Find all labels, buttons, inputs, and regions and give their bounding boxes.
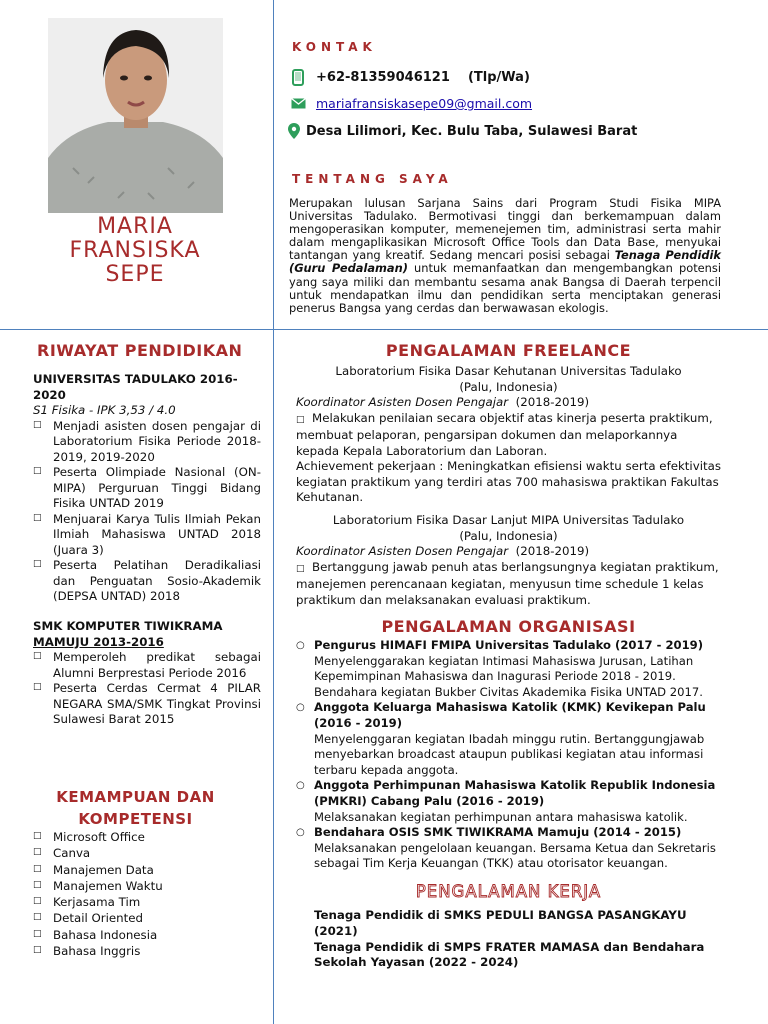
- circle-bullet-icon: ○: [296, 827, 305, 839]
- bullet-icon: □: [33, 512, 42, 523]
- list-item: Tenaga Pendidik di SMPS FRATER MAMASA dan Bendahara Sekolah Yayasan (2022 - 2024): [314, 939, 705, 970]
- bullet-icon: □: [33, 912, 42, 923]
- freelance-job-2: Laboratorium Fisika Dasar Lanjut MIPA Universitas Tadulako (Palu, Indonesia) Koordinator Asisten Dosen Pengajar (2018-2019) □ Bertanggung jawab penuh atas berlangsungnya kegiatan praktikum, manejemen perencanaan kegiatan, menyusun time schedule 1 kelas praktikum dan melaksanakan evaluasi praktikum.: [296, 513, 721, 608]
- job-place: Laboratorium Fisika Dasar Lanjut MIPA Universitas Tadulako: [332, 513, 685, 527]
- work-title: PENGALAMAN KERJA: [415, 882, 602, 901]
- education-title: RIWAYAT PENDIDIKAN: [37, 341, 243, 360]
- vertical-divider: [273, 0, 274, 1024]
- smk-period: MAMUJU 2013-2016: [33, 634, 164, 649]
- list-item: □ Kerjasama Tim: [33, 895, 141, 910]
- circle-bullet-icon: ○: [296, 780, 305, 792]
- list-item: □ Menjadi asisten dosen pengajar di Laboratorium Fisika Periode 2018-2019, 2019-2020: [33, 418, 261, 464]
- bullet-icon: □: [33, 928, 42, 939]
- list-item: □ Menjuarai Karya Tulis Ilmiah Pekan Ilmiah Mahasiswa UNTAD 2018 (Juara 3): [33, 511, 261, 557]
- smk-name: SMK KOMPUTER TIWIKRAMA: [33, 619, 223, 633]
- university-name: UNIVERSITAS TADULAKO 2016-2020: [33, 372, 238, 402]
- work-list: [314, 908, 714, 971]
- list-item: □ Manajemen Data: [33, 862, 154, 877]
- about-text: Merupakan lulusan Sarjana Sains dari Program Studi Fisika MIPA Universitas Tadulako. Bermotivasi tinggi dan berkemampuan dalam mengoperasikan komputer, memenejemen tim, administrasi serta mahir dalam mengaplikasikan Microsoft Office Tools dan Data Base, menyukai tantangan yang kreatif. Sedang mencari posisi sebagai Tenaga Pendidik (Guru Pedalaman) untuk memanfaatkan dan mengembangkan potensi yang saya miliki dan membantu sesama anak Bangsa di Daerah terpencil untuk mendapatkan ilmu dan pendidikan serta menciptakan generasi penerus Bangsa yang cerdas dan berwawasan ekologis.: [289, 196, 722, 315]
- list-item: ○ Bendahara OSIS SMK TIWIKRAMA Mamuju (2014 - 2015) Melaksanakan pengelolaan keuangan. Bersama Ketua dan Sekretaris sebagai Tim Kerja Keuangan (TKK) atau otorisator keuangan.: [296, 825, 716, 871]
- list-item: □ Memperoleh predikat sebagai Alumni Berprestasi Periode 2016: [33, 650, 261, 680]
- skills-list: [33, 829, 253, 959]
- phone-icon: [290, 69, 306, 86]
- location-pin-icon: [286, 123, 302, 139]
- list-item: □ Peserta Pelatihan Deradikaliasi dan Penguatan Sosio-Akademik (DEPSA UNTAD) 2018: [33, 558, 261, 603]
- contact-email: [290, 96, 532, 111]
- bullet-icon: □: [33, 651, 42, 661]
- bullet-icon: □: [33, 879, 42, 890]
- name-line-first: MARIA: [97, 214, 173, 239]
- skills-title: KEMAMPUAN DAN KOMPETENSI: [56, 788, 215, 828]
- contact-address: [286, 123, 637, 139]
- name-line-last: SEPE: [105, 262, 165, 287]
- mail-icon: [290, 98, 306, 109]
- job-period: (2018-2019): [515, 544, 590, 558]
- job-location: (Palu, Indonesia): [459, 379, 558, 394]
- bullet-icon: □: [296, 563, 305, 574]
- freelance-job-1: Laboratorium Fisika Dasar Kehutanan Universitas Tadulako (Palu, Indonesia) Koordinator Asisten Dosen Pengajar (2018-2019) □ Melakukan penilaian secara objektif atas kinerja peserta praktikum, membuat pelaporan, pengarsipan dokumen dan melaporkannya kepada Kepala Laboratorium dan Laboran. Achievement pekerjaan : Meningkatkan efisiensi waktu serta efektivitas kegiatan praktikum yang terdiri atas 700 mahasiswa praktikan Fakultas Kehutanan.: [296, 364, 721, 504]
- organization-title: PENGALAMAN ORGANISASI: [381, 617, 636, 636]
- about-title: TENTANG SAYA: [292, 172, 453, 186]
- bullet-icon: □: [33, 682, 42, 692]
- bullet-icon: □: [33, 831, 42, 841]
- circle-bullet-icon: ○: [296, 702, 305, 714]
- bullet-icon: □: [33, 896, 42, 907]
- bullet-icon: □: [33, 419, 42, 430]
- job-achievement: Achievement pekerjaan : Meningkatkan efisiensi waktu serta efektivitas kegiatan praktikum yang terdiri atas 700 mahasiswa praktikan Fakultas Kehutanan.: [296, 459, 721, 504]
- profile-name: [30, 215, 240, 287]
- list-item: □ Bahasa Indonesia: [33, 927, 158, 942]
- contact-title: KONTAK: [292, 40, 377, 54]
- university-degree: S1 Fisika - IPK 3,53 / 4.0: [33, 403, 176, 417]
- profile-photo: [48, 18, 223, 213]
- list-item: □ Microsoft Office: [33, 830, 145, 844]
- list-item: □ Peserta Cerdas Cermat 4 PILAR NEGARA SMA/SMK Tingkat Provinsi Sulawesi Barat 2015: [33, 681, 261, 726]
- list-item: ○ Anggota Keluarga Mahasiswa Katolik (KMK) Kevikepan Palu (2016 - 2019) Menyelenggaran kegiatan Ibadah minggu rutin. Bertanggungjawab menyebarkan broadcast ataupun publikasi kegiatan atau informasi terbaru kepada anggota.: [296, 700, 706, 777]
- horizontal-divider: [0, 329, 768, 330]
- education-smk: [33, 619, 261, 728]
- job-role: Koordinator Asisten Dosen Pengajar: [296, 395, 509, 409]
- job-period: (2018-2019): [515, 395, 590, 409]
- list-item: □ Detail Oriented: [33, 911, 144, 926]
- about-highlight: Tenaga Pendidik (Guru Pedalaman): [289, 248, 722, 276]
- contact-phone: [290, 69, 530, 86]
- bullet-icon: □: [296, 414, 305, 425]
- address-text: Desa Lilimori, Kec. Bulu Taba, Sulawesi Barat: [306, 123, 638, 139]
- list-item: □ Bahasa Inggris: [33, 944, 141, 959]
- job-role: Koordinator Asisten Dosen Pengajar: [296, 544, 509, 558]
- list-item: □ Peserta Olimpiade Nasional (ON-MIPA) Perguruan Tinggi Bidang Fisika UNTAD 2019: [33, 465, 261, 510]
- bullet-icon: □: [33, 863, 42, 874]
- email-link[interactable]: mariafransiskasepe09@gmail.com: [316, 96, 533, 111]
- list-item: ○ Anggota Perhimpunan Mahasiswa Katolik Republik Indonesia (PMKRI) Cabang Palu (2016 - 2019) Melaksanakan kegiatan perhimpunan antara mahasiswa katolik.: [296, 778, 716, 824]
- circle-bullet-icon: ○: [296, 640, 305, 651]
- list-item: □ Manajemen Waktu: [33, 878, 163, 893]
- list-item: Tenaga Pendidik di SMKS PEDULI BANGSA PASANGKAYU (2021): [314, 908, 687, 938]
- education-university: [33, 372, 261, 605]
- bullet-icon: □: [33, 466, 42, 476]
- job-place: Laboratorium Fisika Dasar Kehutanan Universitas Tadulako: [335, 364, 682, 378]
- name-line-middle: FRANSISKA: [69, 238, 201, 263]
- phone-number: +62-81359046121 (Tlp/Wa): [316, 70, 530, 85]
- organization-list: [296, 638, 721, 872]
- bullet-icon: □: [33, 847, 42, 858]
- bullet-icon: □: [33, 945, 42, 956]
- bullet-icon: □: [33, 559, 42, 569]
- list-item: □ Canva: [33, 846, 91, 861]
- job-location: (Palu, Indonesia): [459, 528, 558, 543]
- list-item: ○ Pengurus HIMAFI FMIPA Universitas Tadulako (2017 - 2019) Menyelenggarakan kegiatan Intimasi Mahasiswa Jurusan, Latihan Kepemimpinan Mahasiswa dan Inagurasi Periode 2018 - 2019. Bendahara kegiatan Bukber Civitas Akademika Fisika UNTAD 2017.: [296, 638, 704, 699]
- freelance-title: PENGALAMAN FREELANCE: [385, 341, 632, 360]
